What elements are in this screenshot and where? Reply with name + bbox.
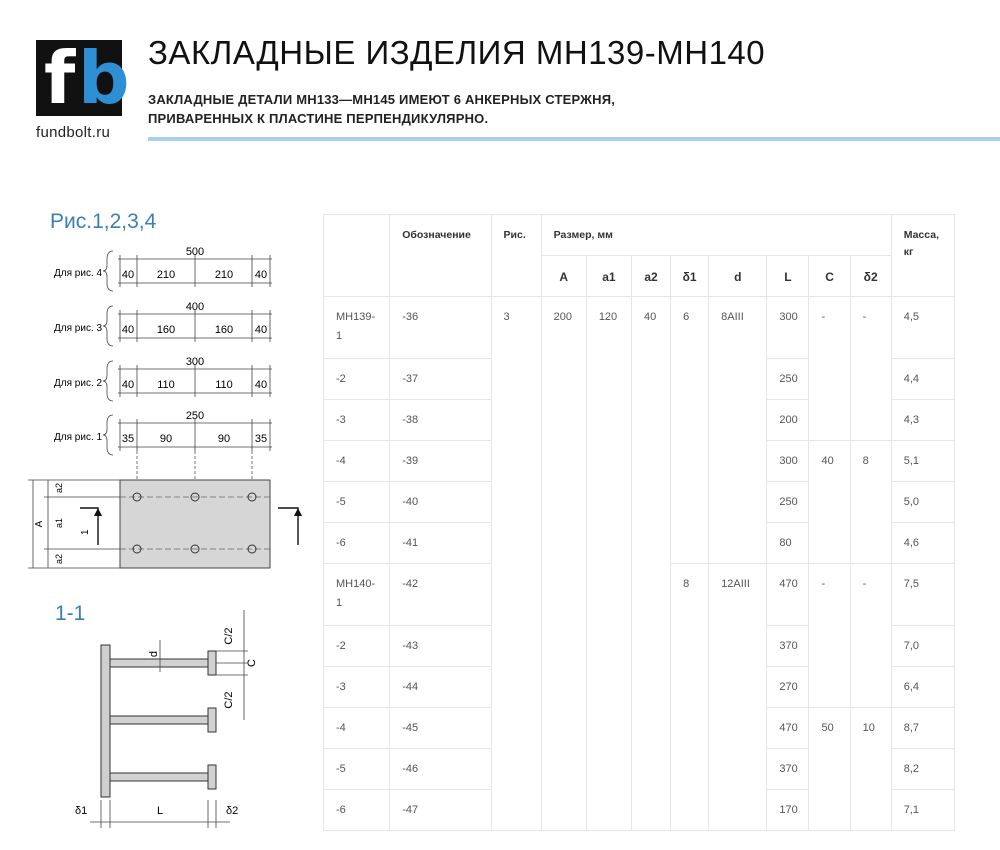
section-dim-d: d [148, 650, 160, 658]
cell-d: 12АIII [709, 564, 767, 831]
dim-part-label: 40 [121, 324, 135, 336]
dim-part-label: 160 [214, 324, 234, 336]
cell-C: - [809, 564, 850, 708]
dim-row-label: Для рис. 3 [54, 323, 103, 334]
cell-C: 40 [809, 441, 850, 564]
cell-L: 300 [767, 297, 809, 359]
cell-mark: -5 [324, 482, 390, 523]
dim-part-label: 90 [159, 433, 173, 445]
cell-des: -43 [390, 626, 491, 667]
site-name[interactable]: fundbolt.ru [36, 124, 111, 141]
dim-part-label: 35 [254, 433, 268, 445]
section-mark: 1 [80, 529, 91, 535]
mass-label: Масса, [903, 229, 939, 241]
dim-total-label: 300 [185, 356, 205, 368]
cell-L: 200 [767, 400, 809, 441]
cell-mark [324, 297, 390, 359]
cell-mass: 8,2 [891, 749, 954, 790]
cell-C: - [809, 297, 850, 441]
cell-mark: -2 [324, 626, 390, 667]
mark-line-1: МН139- [336, 311, 376, 323]
section-plate [101, 645, 110, 797]
cell-des: -46 [390, 749, 491, 790]
subtitle-line-2: ПРИВАРЕННЫХ К ПЛАСТИНЕ ПЕРПЕНДИКУЛЯРНО. [148, 111, 489, 126]
cell-mark: -3 [324, 400, 390, 441]
dim-row-label: Для рис. 4 [54, 268, 103, 279]
mark-line-2: 1 [336, 597, 343, 609]
plate-dim-a1: a1 [54, 517, 64, 529]
mark-line-2: 1 [336, 330, 343, 342]
cell-fig: 3 [491, 297, 541, 831]
anchor-rods [110, 651, 216, 789]
cell-L: 170 [767, 790, 809, 831]
col-subheader: L [767, 256, 809, 297]
dim-row-label: Для рис. 1 [54, 432, 103, 443]
cell-d2: 10 [850, 708, 891, 831]
cell-mass: 4,4 [891, 359, 954, 400]
logo-letter-f: f [44, 36, 76, 120]
cell-des: -47 [390, 790, 491, 831]
cell-L: 250 [767, 482, 809, 523]
cell-C: 50 [809, 708, 850, 831]
cell-mark: -6 [324, 523, 390, 564]
col-subheader: δ2 [850, 256, 891, 297]
cell-a1: 120 [586, 297, 631, 831]
dim-total-label: 400 [185, 301, 205, 313]
dim-part-label: 210 [156, 269, 176, 281]
cell-mass: 5,0 [891, 482, 954, 523]
cell-mass: 7,1 [891, 790, 954, 831]
page-title: ЗАКЛАДНЫЕ ИЗДЕЛИЯ МН139-МН140 [148, 34, 766, 71]
cell-des: -40 [390, 482, 491, 523]
cell-L: 470 [767, 708, 809, 749]
cell-des: -41 [390, 523, 491, 564]
cell-mass: 4,6 [891, 523, 954, 564]
dim-part-label: 40 [254, 269, 268, 281]
col-designation-header: Обозначение [390, 215, 491, 297]
cell-des: -38 [390, 400, 491, 441]
cell-mass: 4,5 [891, 297, 954, 359]
dim-brace [103, 251, 113, 291]
section-dim-c-half-bottom: C/2 [223, 691, 235, 709]
cell-mass: 5,1 [891, 441, 954, 482]
dim-part-label: 40 [254, 379, 268, 391]
cell-mark: -6 [324, 790, 390, 831]
table-row [324, 297, 955, 359]
figure-label: Рис.1,2,3,4 [50, 210, 157, 233]
section-label: 1-1 [55, 602, 86, 625]
cell-des: -42 [390, 564, 491, 626]
col-mark-header [324, 215, 390, 297]
dim-part-label: 110 [215, 379, 233, 391]
cell-L: 370 [767, 749, 809, 790]
cell-des: -36 [390, 297, 491, 359]
cell-a2: 40 [631, 297, 670, 831]
cell-mass: 8,7 [891, 708, 954, 749]
cell-mass: 6,4 [891, 667, 954, 708]
cell-L: 300 [767, 441, 809, 482]
cell-d2: - [850, 564, 891, 708]
cell-L: 370 [767, 626, 809, 667]
dim-part-label: 90 [217, 433, 231, 445]
mass-unit: кг [903, 246, 914, 258]
dim-brace [103, 415, 113, 455]
dim-part-label: 40 [121, 379, 135, 391]
col-subheader: C [809, 256, 850, 297]
dim-row-label: Для рис. 2 [54, 378, 103, 389]
col-subheader: d [709, 256, 767, 297]
dim-part-label: 210 [214, 269, 234, 281]
cell-des: -44 [390, 667, 491, 708]
cell-mass: 7,0 [891, 626, 954, 667]
cell-mark: -2 [324, 359, 390, 400]
plate-dim-a2-top: a2 [54, 482, 64, 494]
section-dim-delta2: δ2 [226, 805, 239, 817]
col-mass-header [891, 215, 954, 297]
dim-brace [103, 306, 113, 346]
col-subheader: a1 [586, 256, 631, 297]
section-dim-c-half-top: C/2 [223, 627, 235, 645]
dimension-rows [54, 246, 272, 455]
cell-des: -45 [390, 708, 491, 749]
cell-mass: 7,5 [891, 564, 954, 626]
plate-dim-a2-bottom: a2 [54, 553, 64, 565]
dim-part-label: 40 [121, 269, 135, 281]
cell-L: 250 [767, 359, 809, 400]
subtitle-line-1: ЗАКЛАДНЫЕ ДЕТАЛИ МН133—МН145 ИМЕЮТ 6 АНКЕРНЫХ СТЕРЖНЯ, [148, 92, 616, 107]
cell-d1: 8 [671, 564, 709, 831]
dim-part-label: 40 [254, 324, 268, 336]
cell-L: 270 [767, 667, 809, 708]
cell-A: 200 [541, 297, 586, 831]
section-dim-l: L [156, 805, 164, 817]
section-dim-delta1: δ1 [75, 805, 88, 817]
cell-d2: 8 [850, 441, 891, 564]
cell-mark: -5 [324, 749, 390, 790]
cell-mass: 4,3 [891, 400, 954, 441]
col-size-header: Размер, мм [541, 215, 891, 256]
cell-des: -39 [390, 441, 491, 482]
col-fig-header: Рис. [491, 215, 541, 297]
col-subheader: a2 [631, 256, 670, 297]
cell-mark: -3 [324, 667, 390, 708]
cell-L: 80 [767, 523, 809, 564]
cell-mark [324, 564, 390, 626]
cell-d: 8АIII [709, 297, 767, 564]
dim-brace [103, 361, 113, 401]
cell-mark: -4 [324, 708, 390, 749]
dim-total-label: 500 [185, 246, 205, 258]
dim-part-label: 35 [121, 433, 135, 445]
col-subheader: A [541, 256, 586, 297]
plate-dim-A: A [34, 520, 45, 528]
dim-part-label: 110 [157, 379, 175, 391]
col-subheader: δ1 [671, 256, 709, 297]
cell-d1: 6 [671, 297, 709, 564]
spec-table [323, 214, 955, 831]
cell-des: -37 [390, 359, 491, 400]
technical-drawing [0, 0, 330, 850]
dim-part-label: 160 [156, 324, 176, 336]
logo-letter-b: b [78, 36, 130, 120]
dim-total-label: 250 [185, 410, 205, 422]
cell-d2: - [850, 297, 891, 441]
mark-line-1: МН140- [336, 578, 376, 590]
cell-mark: -4 [324, 441, 390, 482]
section-dim-c: C [246, 659, 258, 667]
cell-L: 470 [767, 564, 809, 626]
